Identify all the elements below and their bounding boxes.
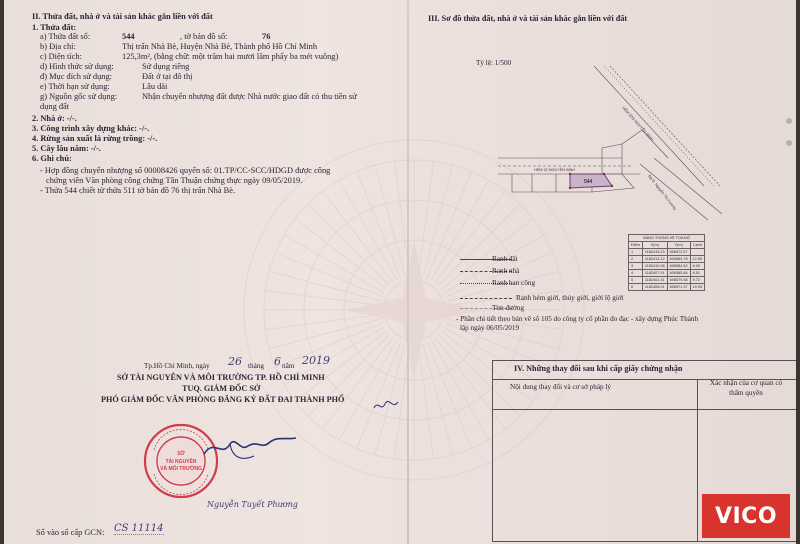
section-3-construction: 3. Công trình xây dựng khác: -/-. xyxy=(32,124,150,133)
changes-title: IV. Những thay đổi sau khi cấp giấy chứng nhận xyxy=(514,364,683,373)
map-scale: Tỷ lệ: 1/500 xyxy=(476,59,512,67)
coord-header-point: Điểm xyxy=(629,242,643,249)
certificate-sheet xyxy=(4,0,796,544)
legend-land-boundary: Ranh đất xyxy=(492,255,518,263)
issue-date-year-label: năm xyxy=(282,362,295,370)
authorized-director: TUQ. GIÁM ĐỐC SỞ xyxy=(182,384,261,393)
origin-value: Nhận chuyển nhượng đất được Nhà nước giao đất có thu tiền sử xyxy=(142,92,357,101)
issue-date-month-label: tháng xyxy=(248,362,264,370)
issue-date-day: 26 xyxy=(228,355,242,368)
issue-date-month: 6 xyxy=(274,355,281,368)
address-value: Thị trấn Nhà Bè, Huyện Nhà Bè, Thành phố Hồ Chí Minh xyxy=(122,42,318,51)
road-label-2: Đg D. Nguyễn Thị Hương xyxy=(647,174,677,211)
note-plot-origin: - Thửa 544 chiết từ thửa 511 tờ bản đồ 76 thị trấn Nhà Bè. xyxy=(40,186,236,195)
section-iii-title: III. Sơ đồ thửa đất, nhà ở và tài sản khác gắn liền với đất xyxy=(428,14,628,23)
road-label-1: HẺM 32 NGUYỄN BÌNH xyxy=(534,168,576,172)
coord-row: 5 1182401.31 606579.38 9.72 xyxy=(629,277,705,284)
svg-text:SỞ: SỞ xyxy=(177,451,185,457)
punch-hole xyxy=(786,140,792,146)
deputy-director-title: PHÓ GIÁM ĐỐC VĂN PHÒNG ĐĂNG KÝ ĐẤT ĐAI THÀNH PHỐ xyxy=(101,395,345,404)
area-label: c) Diện tích: xyxy=(40,52,82,61)
svg-text:TÀI NGUYÊN: TÀI NGUYÊN xyxy=(165,459,197,465)
cadastral-map xyxy=(472,66,732,226)
coord-header-y: Y(m) xyxy=(667,242,690,249)
initials-mark xyxy=(372,398,400,414)
gcn-registry-label: Số vào sổ cấp GCN: xyxy=(36,528,105,537)
note-contract-cont: chứng viên Văn phòng công chứng Tân Thuận chứng thực ngày 09/05/2019. xyxy=(46,176,303,185)
legend-house-boundary: Ranh nhà xyxy=(492,267,520,275)
coord-row: 4 1182407.91 606585.84 6.51 xyxy=(629,270,705,277)
coordinate-table xyxy=(628,234,705,291)
coordinate-table-title: BẢNG THỐNG KÊ TỌA ĐỘ xyxy=(629,235,705,242)
issue-date-prefix: Tp.Hồ Chí Minh, ngày xyxy=(144,362,210,370)
vico-logo: VICO xyxy=(702,494,790,538)
note-contract: - Hợp đồng chuyển nhượng số 00008426 quyển số: 01.TP/CC-SCC/HDGD được công xyxy=(40,166,331,175)
map-sheet-value: 76 xyxy=(262,32,271,41)
section-2-house: 2. Nhà ở: -/-. xyxy=(32,114,77,123)
legend-centerline: Tim đường xyxy=(492,304,524,312)
changes-col-content: Nội dung thay đổi và cơ sở pháp lý xyxy=(510,383,612,391)
usage-term-value: Lâu dài xyxy=(142,82,168,91)
map-sheet-label: , tờ bản đồ số: xyxy=(180,32,228,41)
origin-label: g) Nguồn gốc sử dụng: xyxy=(40,92,118,101)
coord-header-x: X(m) xyxy=(642,242,667,249)
signer-name: Nguyễn Tuyết Phương xyxy=(207,500,298,509)
issue-date-year: 2019 xyxy=(302,354,330,367)
changes-col-confirmation: Xác nhận của cơ quan có thẩm quyền xyxy=(709,379,783,397)
usage-form-value: Sử dụng riêng xyxy=(142,62,190,71)
section-ii-title: II. Thửa đất, nhà ở và tài sản khác gắn liền với đất xyxy=(32,12,213,21)
coord-row: 2 1182413.12 606584.78 12.80 xyxy=(629,256,705,263)
usage-term-label: e) Thời hạn sử dụng: xyxy=(40,82,110,91)
survey-note-date: lập ngày 06/05/2019 xyxy=(460,324,520,332)
issuing-authority: SỞ TÀI NGUYÊN VÀ MÔI TRƯỜNG TP. HỒ CHÍ MINH xyxy=(117,373,325,382)
origin-value-cont: dụng đất xyxy=(40,102,70,111)
usage-form-label: d) Hình thức sử dụng: xyxy=(40,62,114,71)
director-signature xyxy=(200,428,300,468)
legend-alley-boundary: Ranh hẻm giới, thủy giới, giới lộ giới xyxy=(516,294,624,302)
area-value: 125,3m², (bằng chữ: một trăm hai mươi lăm phẩy ba mét vuông) xyxy=(122,52,339,61)
coord-header-edge: Cạnh xyxy=(690,242,705,249)
section-4-forest: 4. Rừng sản xuất là rừng trồng: -/-. xyxy=(32,134,158,143)
plot-number-on-map: 544 xyxy=(584,179,593,185)
plot-number-label: a) Thửa đất số: xyxy=(40,32,91,41)
road-label-3: HẺM 32/3 NGUYỄN BÌNH xyxy=(621,105,654,142)
svg-text:VÀ MÔI TRƯỜNG: VÀ MÔI TRƯỜNG xyxy=(160,466,202,472)
gcn-registry-value: CS 11114 xyxy=(114,523,164,534)
punch-hole xyxy=(786,118,792,124)
usage-purpose-label: đ) Mục đích sử dụng: xyxy=(40,72,112,81)
plot-number-value: 544 xyxy=(122,32,135,41)
coord-row: 1 1182415.23 606572.57 xyxy=(629,249,705,256)
survey-note: - Phần chi tiết theo bản vẽ số 105 do công ty cổ phần đo đạc - xây dựng Phúc Thành xyxy=(456,315,699,323)
coord-row: 6 1182408.01 606571.37 10.95 xyxy=(629,284,705,291)
coord-row: 3 1182410.08 606584.52 8.00 xyxy=(629,263,705,270)
legend-line-alley xyxy=(460,298,512,299)
usage-purpose-value: Đất ở tại đô thị xyxy=(142,72,193,81)
legend-balcony-boundary: Ranh ban công xyxy=(492,279,536,287)
section-5-perennial: 5. Cây lâu năm: -/-. xyxy=(32,144,101,153)
page-fold xyxy=(407,0,409,544)
section-6-notes: 6. Ghi chú: xyxy=(32,154,72,163)
section-1-title: 1. Thửa đất: xyxy=(32,23,77,32)
address-label: b) Địa chỉ: xyxy=(40,42,76,51)
